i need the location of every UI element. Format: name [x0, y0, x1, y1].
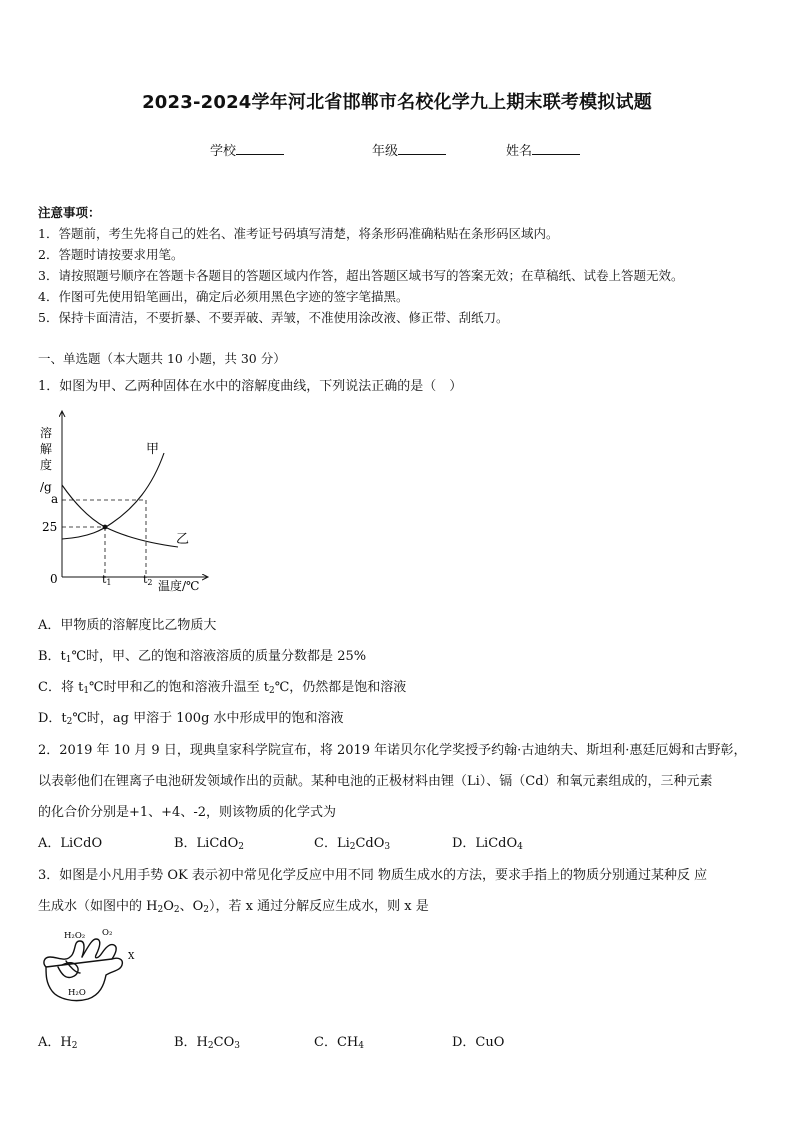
hand-label-water: H₂O [68, 988, 86, 998]
q1-option-a[interactable]: A．甲物质的溶解度比乙物质大 [38, 618, 217, 633]
school-blank [236, 142, 284, 155]
y-tick-25: 25 [42, 520, 58, 534]
origin-label: 0 [50, 572, 58, 586]
q2-option-d[interactable]: D．LiCdO$_4$ [452, 836, 523, 852]
q2-option-b[interactable]: B．LiCdO$_2$ [174, 836, 245, 852]
grade-label: 年级 [372, 144, 399, 159]
hand-label-o2: O₂ [102, 928, 113, 938]
y-label-1: 溶 [40, 426, 53, 440]
notice-heading: 注意事项： [38, 205, 101, 220]
notice-item: 5．保持卡面清洁，不要折暴、不要弄破、弄皱，不准使用涂改液、修正带、刮纸刀。 [38, 310, 509, 325]
q3-option-c[interactable]: C．$CH_4$ [314, 1035, 364, 1051]
question-3-line1: 3．如图是小凡用手势 OK 表示初中常见化学反应中用不同 物质生成水的方法，要求手指上的物质分别通过某种反 应 [38, 868, 708, 883]
y-label-2: 解 [40, 442, 53, 456]
name-label: 姓名 [506, 144, 533, 159]
x-tick-t2: t2 [143, 573, 153, 587]
notice-item: 1．答题前，考生先将自己的姓名、准考证号码填写清楚，将条形码准确粘贴在条形码区域内。 [38, 226, 559, 241]
y-label-3: 度 [40, 458, 53, 472]
hand-label-h2o2: H₂O₂ [64, 931, 86, 941]
q1-option-d[interactable]: D．$t_2℃$时，ag 甲溶于 100g 水中形成甲的饱和溶液 [38, 711, 344, 727]
ok-hand-diagram [36, 925, 146, 1013]
question-2-line1: 2．2019 年 10 月 9 日，现典皇家科学院宣布，将 2019 年诺贝尔化学奖授予约翰·古迪纳夫、斯坦利·惠廷厄姆和古野彰， [38, 743, 747, 758]
name-field[interactable] [506, 140, 580, 159]
q3-option-a[interactable]: A．$H_2$ [38, 1035, 78, 1051]
curve-label-jia: 甲 [146, 442, 160, 457]
grade-blank [398, 142, 446, 155]
name-blank [532, 142, 580, 155]
x-tick-t1: t1 [102, 573, 112, 587]
hand-label-x: X [128, 952, 135, 962]
question-3-line2: 生成水（如图中的 $H_2O_2$、$O_2$），若 x 通过分解反应生成水，则 x 是 [38, 899, 429, 915]
x-axis-label: 温度/℃ [158, 579, 200, 593]
notice-item: 4．作图可先使用铅笔画出，确定后必须用黑色字迹的签字笔描黑。 [38, 289, 409, 304]
question-2-line2: 以表彰他们在锂离子电池研发领域作出的贡献。某种电池的正极材料由锂（Li）、镉（Cd）和氧元素组成的，三种元素 [38, 774, 713, 789]
intersection-point [103, 525, 108, 530]
curve-label-yi: 乙 [176, 532, 190, 547]
q2-option-c[interactable]: C．$Li_2CdO_3$ [314, 836, 391, 852]
curve-jia [62, 453, 164, 539]
school-field[interactable] [210, 140, 284, 159]
question-2-line3: 的化合价分别是+1、+4、-2，则该物质的化学式为 [38, 805, 336, 820]
q1-option-c[interactable]: C．将 $t_1℃$时甲和乙的饱和溶液升温至 $t_2℃$，仍然都是饱和溶液 [38, 680, 407, 696]
q3-option-b[interactable]: B．$H_2CO_3$ [174, 1035, 240, 1051]
question-1-stem: 1．如图为甲、乙两种固体在水中的溶解度曲线，下列说法正确的是（ ） [38, 379, 463, 394]
solubility-graph [30, 405, 220, 595]
curve-yi [62, 485, 178, 547]
y-tick-a: a [51, 492, 59, 506]
section-heading: 一、单选题（本大题共 10 小题，共 30 分） [38, 351, 286, 366]
school-label: 学校 [210, 144, 237, 159]
page-title: 2023-2024学年河北省邯郸市名校化学九上期末联考模拟试题 [142, 92, 652, 113]
notice-item: 2．答题时请按要求用笔。 [38, 247, 184, 262]
grade-field[interactable] [372, 140, 446, 159]
q1-option-b[interactable]: B．$t_1℃$时，甲、乙的饱和溶液溶质的质量分数都是 25% [38, 649, 367, 665]
q3-option-d[interactable]: D．CuO [452, 1035, 505, 1050]
q2-option-a[interactable]: A．LiCdO [38, 836, 103, 851]
notice-item: 3．请按照题号顺序在答题卡各题目的答题区域内作答，超出答题区域书写的答案无效；在草稿纸、试卷上答题无效。 [38, 268, 684, 283]
y-label-4: /g [40, 480, 52, 494]
